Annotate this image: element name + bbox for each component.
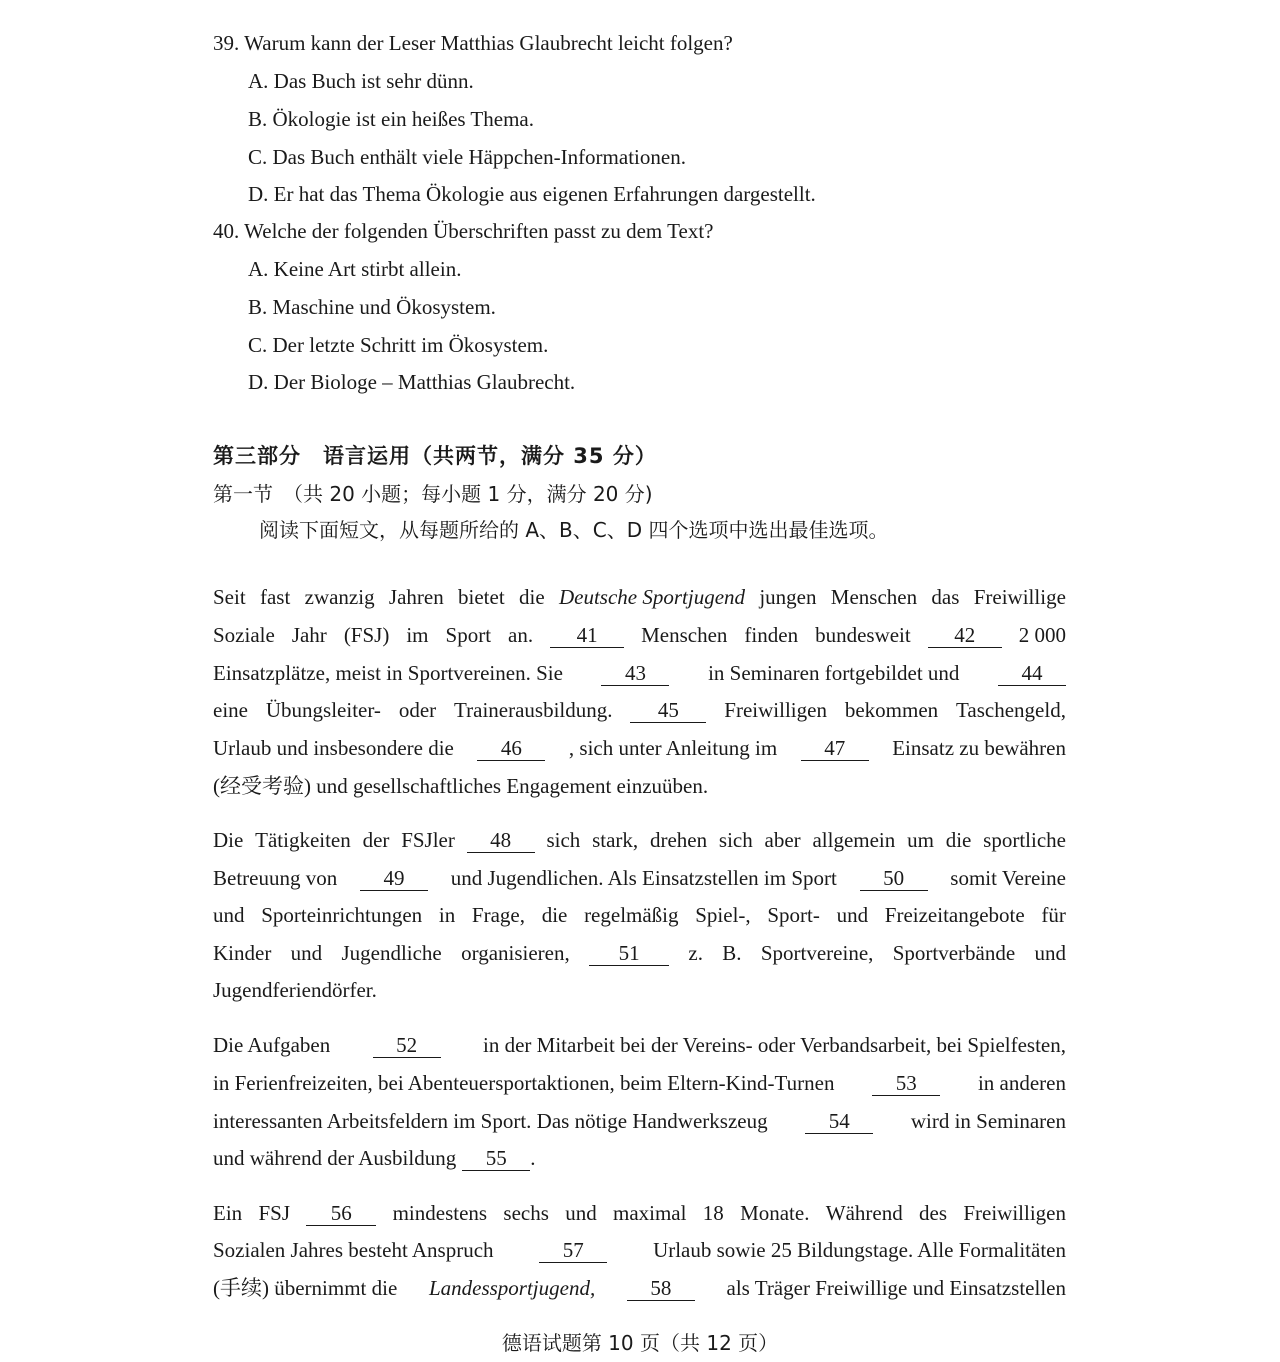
word: Freiwillige <box>973 585 1066 609</box>
word: Taschengeld, <box>956 698 1066 722</box>
question-39-option-b: B. Ökologie ist ein heißes Thema. <box>248 107 534 131</box>
word: mindestens <box>392 1201 488 1225</box>
word: und <box>290 941 323 965</box>
p2-line-3 <box>213 896 1066 934</box>
word: der <box>362 828 390 852</box>
word: Übungsleiter- <box>265 698 381 722</box>
question-40-option-b: B. Maschine und Ökosystem. <box>248 295 496 319</box>
word: regelmäßig <box>584 903 679 927</box>
word: finden <box>744 623 799 647</box>
blank-41[interactable]: 41 <box>550 623 624 648</box>
p1-line-3 <box>213 654 1066 692</box>
word: im <box>406 623 429 647</box>
p3-line-4 <box>213 1139 1066 1177</box>
word: eine <box>213 698 248 722</box>
p3-line-2 <box>213 1064 1066 1102</box>
text-run: Urlaub und insbesondere die <box>213 736 454 760</box>
p3-line-3 <box>213 1102 1066 1140</box>
text-run: somit Vereine <box>950 866 1066 890</box>
word: sportliche <box>983 828 1066 852</box>
word: und <box>1034 941 1066 965</box>
text-run: . <box>530 1146 536 1170</box>
word: Freizeitangebote <box>884 903 1025 927</box>
word: um <box>907 828 934 852</box>
word: Jahren <box>388 585 444 609</box>
blank-53[interactable]: 53 <box>872 1071 940 1096</box>
word: sechs <box>503 1201 549 1225</box>
text-run: in anderen <box>977 1071 1066 1095</box>
p1-line-1 <box>213 578 1066 616</box>
word: (FSJ) <box>343 623 390 647</box>
blank-47[interactable]: 47 <box>801 736 869 761</box>
word: organisieren, <box>461 941 570 965</box>
word: Während <box>825 1201 903 1225</box>
question-39-stem: 39. Warum kann der Leser Matthias Glaubrecht leicht folgen? <box>213 31 733 55</box>
word: Menschen <box>641 623 728 647</box>
section-heading: 第三部分 语言运用（共两节，满分 35 分） <box>213 444 657 468</box>
text-run: in der Mitarbeit bei der Vereins- oder Verbandsarbeit, bei Spielfesten, <box>483 1033 1066 1057</box>
word: sich <box>546 828 581 852</box>
section-instruction: 阅读下面短文，从每题所给的 A、B、C、D 四个选项中选出最佳选项。 <box>259 518 889 542</box>
p3-line-1 <box>213 1026 1066 1064</box>
word: jungen <box>759 585 817 609</box>
blank-49[interactable]: 49 <box>360 866 428 891</box>
word: sich <box>718 828 753 852</box>
question-40-option-c: C. Der letzte Schritt im Ökosystem. <box>248 333 549 357</box>
blank-51[interactable]: 51 <box>589 941 669 966</box>
text-run: Betreuung von <box>213 866 338 890</box>
section-subheading: 第一节 （共 20 小题；每小题 1 分，满分 20 分) <box>213 482 653 506</box>
word: des <box>919 1201 948 1225</box>
word: Spiel-, <box>695 903 751 927</box>
text-run: Einsatz zu bewähren <box>892 736 1066 760</box>
blank-46[interactable]: 46 <box>477 736 545 761</box>
word: bundesweit <box>815 623 911 647</box>
blank-58[interactable]: 58 <box>627 1276 695 1301</box>
text-run: Einsatzplätze, meist in Sportvereinen. Sie <box>213 661 563 685</box>
p2-line-4 <box>213 934 1066 972</box>
p2-line-5 <box>213 971 1066 1009</box>
text-run: als Träger Freiwillige und Einsatzstellen <box>726 1276 1066 1300</box>
word: z. <box>688 941 703 965</box>
word: die <box>519 585 545 609</box>
blank-57[interactable]: 57 <box>539 1238 607 1263</box>
p4-line-2 <box>213 1231 1066 1269</box>
p4-line-1 <box>213 1194 1066 1232</box>
word: maximal <box>612 1201 687 1225</box>
text-run: in Ferienfreizeiten, bei Abenteuersportaktionen, beim Eltern-Kind-Turnen <box>213 1071 835 1095</box>
p2-line-1 <box>213 821 1066 859</box>
word: und <box>213 903 245 927</box>
word: Trainerausbildung. <box>454 698 613 722</box>
word: fast <box>259 585 291 609</box>
word: drehen <box>649 828 708 852</box>
word: Menschen <box>830 585 918 609</box>
word: Sportvereine, <box>760 941 874 965</box>
word: die <box>945 828 972 852</box>
word: Sporteinrichtungen <box>261 903 423 927</box>
word: Sport <box>445 623 492 647</box>
text-run: (手续) übernimmt die <box>213 1276 398 1300</box>
word: Sportverbände <box>892 941 1016 965</box>
word: und <box>565 1201 597 1225</box>
question-39-option-c: C. Das Buch enthält viele Häppchen-Informationen. <box>248 145 686 169</box>
p4-line-3 <box>213 1269 1066 1307</box>
question-40-option-a: A. Keine Art stirbt allein. <box>248 257 462 281</box>
word: Seit <box>213 585 246 609</box>
word: Jugendliche <box>341 941 442 965</box>
blank-42[interactable]: 42 <box>928 623 1002 648</box>
blank-48[interactable]: 48 <box>467 828 535 853</box>
p2-line-2 <box>213 859 1066 897</box>
blank-45[interactable]: 45 <box>630 698 706 723</box>
text-run: wird in Seminaren <box>910 1109 1066 1133</box>
word: an. <box>508 623 534 647</box>
word: Frage, <box>471 903 525 927</box>
blank-55[interactable]: 55 <box>462 1146 530 1171</box>
text-run: Jugendferiendörfer. <box>213 978 377 1002</box>
blank-52[interactable]: 52 <box>373 1033 441 1058</box>
word: oder <box>398 698 437 722</box>
text-run: Urlaub sowie 25 Bildungstage. Alle Formalitäten <box>653 1238 1066 1262</box>
blank-50[interactable]: 50 <box>860 866 928 891</box>
word: bekommen <box>844 698 939 722</box>
word: FSJ <box>258 1201 290 1225</box>
page-footer: 德语试题第 10 页（共 12 页） <box>501 1331 779 1355</box>
word: Freiwilligen <box>724 698 827 722</box>
word: Die <box>213 828 244 852</box>
word: Monate. <box>740 1201 810 1225</box>
word: das <box>931 585 960 609</box>
text-run: (经受考验) und gesellschaftliches Engagement einzuüben. <box>213 774 709 798</box>
word: für <box>1041 903 1066 927</box>
question-39-option-a: A. Das Buch ist sehr dünn. <box>248 69 474 93</box>
word: die <box>541 903 568 927</box>
word: stark, <box>592 828 639 852</box>
question-40-stem: 40. Welche der folgenden Überschriften passt zu dem Text? <box>213 219 714 243</box>
text-run: , sich unter Anleitung im <box>568 736 778 760</box>
word: Tätigkeiten <box>255 828 351 852</box>
p1-line-4 <box>213 691 1066 729</box>
word: Kinder <box>213 941 272 965</box>
word: B. <box>722 941 742 965</box>
word: Freiwilligen <box>963 1201 1066 1225</box>
question-39-option-d: D. Er hat das Thema Ökologie aus eigenen Erfahrungen dargestellt. <box>248 182 816 206</box>
text-run: und Jugendlichen. Als Einsatzstellen im Sport <box>450 866 837 890</box>
blank-56[interactable]: 56 <box>306 1201 376 1226</box>
word: Ein <box>213 1201 243 1225</box>
blank-43[interactable]: 43 <box>601 661 669 686</box>
word: Sport- <box>767 903 820 927</box>
text-run: interessanten Arbeitsfeldern im Sport. Das nötige Handwerkszeug <box>213 1109 768 1133</box>
word: 18 <box>702 1201 724 1225</box>
word: und <box>836 903 869 927</box>
p1-line-2 <box>213 616 1066 654</box>
text-run: in Seminaren fortgebildet und <box>708 661 960 685</box>
word: zwanzig <box>304 585 375 609</box>
blank-54[interactable]: 54 <box>805 1109 873 1134</box>
text-run: und während der Ausbildung <box>213 1146 457 1170</box>
text-run: Sozialen Jahres besteht Anspruch <box>213 1238 494 1262</box>
word: aber <box>764 828 801 852</box>
word: allgemein <box>812 828 896 852</box>
word: in <box>438 903 456 927</box>
word: FSJler <box>401 828 455 852</box>
word: Soziale <box>213 623 275 647</box>
p1-line-5 <box>213 729 1066 767</box>
text-run: Die Aufgaben <box>213 1033 331 1057</box>
question-40-option-d: D. Der Biologe – Matthias Glaubrecht. <box>248 370 576 394</box>
word: bietet <box>458 585 505 609</box>
word: Jahr <box>291 623 327 647</box>
p1-line-6 <box>213 767 1066 805</box>
organization-name: Deutsche Sportjugend <box>558 585 746 609</box>
word: 2 000 <box>1018 623 1066 647</box>
organization-name: Landessportjugend, <box>428 1276 596 1300</box>
blank-44[interactable]: 44 <box>998 661 1066 686</box>
